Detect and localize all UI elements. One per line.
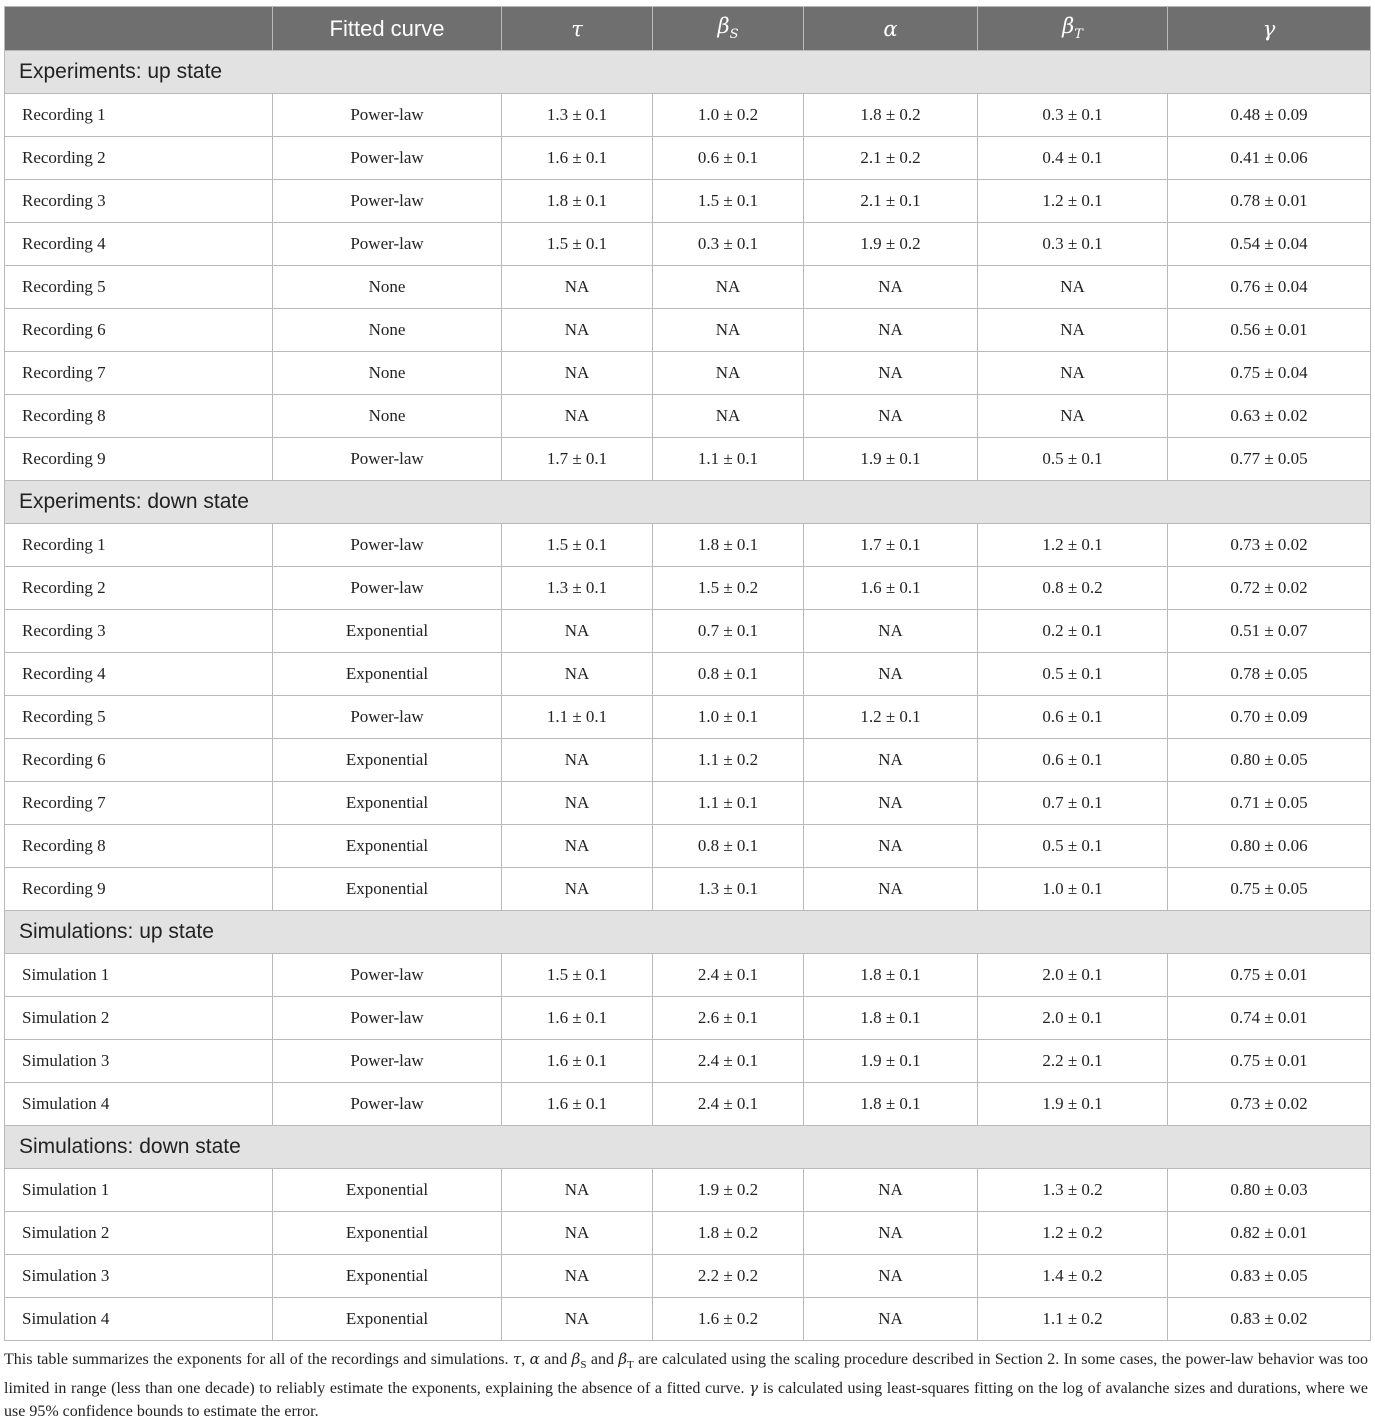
tau-cell: 1.1 ± 0.1 bbox=[502, 696, 653, 739]
fitted-curve-cell: Exponential bbox=[273, 1298, 502, 1341]
row-label: Recording 2 bbox=[5, 567, 273, 610]
beta-s-cell: 1.8 ± 0.2 bbox=[653, 1212, 804, 1255]
row-label: Simulation 4 bbox=[5, 1083, 273, 1126]
table-row bbox=[5, 868, 1371, 911]
row-label: Recording 3 bbox=[5, 610, 273, 653]
fitted-curve-cell: None bbox=[273, 266, 502, 309]
tau-cell: NA bbox=[502, 610, 653, 653]
fitted-curve-cell: Exponential bbox=[273, 610, 502, 653]
table-header bbox=[5, 7, 1371, 51]
tau-cell: 1.6 ± 0.1 bbox=[502, 1083, 653, 1126]
tau-cell: 1.5 ± 0.1 bbox=[502, 223, 653, 266]
beta-s-cell: NA bbox=[653, 352, 804, 395]
table-row bbox=[5, 1040, 1371, 1083]
gamma-cell: 0.72 ± 0.02 bbox=[1168, 567, 1371, 610]
gamma-cell: 0.77 ± 0.05 bbox=[1168, 438, 1371, 481]
table-row bbox=[5, 954, 1371, 997]
footnote-alpha: α bbox=[529, 1350, 540, 1368]
footnote-beta-s-subscript: S bbox=[580, 1359, 587, 1372]
beta-t-cell: 2.0 ± 0.1 bbox=[978, 954, 1168, 997]
beta-t-cell: 0.2 ± 0.1 bbox=[978, 610, 1168, 653]
row-label: Simulation 1 bbox=[5, 954, 273, 997]
table-row bbox=[5, 524, 1371, 567]
gamma-cell: 0.78 ± 0.01 bbox=[1168, 180, 1371, 223]
alpha-cell: 1.8 ± 0.2 bbox=[804, 94, 978, 137]
tau-cell: 1.5 ± 0.1 bbox=[502, 954, 653, 997]
row-label: Recording 9 bbox=[5, 438, 273, 481]
tau-cell: 1.8 ± 0.1 bbox=[502, 180, 653, 223]
header-beta-s-symbol: β bbox=[717, 14, 730, 39]
row-label: Simulation 2 bbox=[5, 997, 273, 1040]
beta-s-cell: 1.5 ± 0.2 bbox=[653, 567, 804, 610]
alpha-cell: 1.7 ± 0.1 bbox=[804, 524, 978, 567]
beta-t-cell: 0.7 ± 0.1 bbox=[978, 782, 1168, 825]
gamma-cell: 0.75 ± 0.04 bbox=[1168, 352, 1371, 395]
row-label: Recording 7 bbox=[5, 782, 273, 825]
tau-cell: NA bbox=[502, 1169, 653, 1212]
fitted-curve-cell: Exponential bbox=[273, 868, 502, 911]
fitted-curve-cell: Exponential bbox=[273, 1255, 502, 1298]
gamma-cell: 0.54 ± 0.04 bbox=[1168, 223, 1371, 266]
fitted-curve-cell: Power-law bbox=[273, 223, 502, 266]
beta-s-cell: 0.8 ± 0.1 bbox=[653, 653, 804, 696]
footnote-tau: τ bbox=[512, 1350, 522, 1368]
beta-s-cell: 1.9 ± 0.2 bbox=[653, 1169, 804, 1212]
alpha-cell: 2.1 ± 0.1 bbox=[804, 180, 978, 223]
alpha-cell: 2.1 ± 0.2 bbox=[804, 137, 978, 180]
footnote-gamma: γ bbox=[749, 1379, 759, 1398]
table-row bbox=[5, 309, 1371, 352]
beta-t-cell: 2.0 ± 0.1 bbox=[978, 997, 1168, 1040]
beta-t-cell: 0.6 ± 0.1 bbox=[978, 696, 1168, 739]
beta-s-cell: 0.7 ± 0.1 bbox=[653, 610, 804, 653]
table-row bbox=[5, 653, 1371, 696]
table-row bbox=[5, 1298, 1371, 1341]
row-label: Recording 4 bbox=[5, 653, 273, 696]
table-row bbox=[5, 696, 1371, 739]
gamma-cell: 0.76 ± 0.04 bbox=[1168, 266, 1371, 309]
beta-s-cell: 0.6 ± 0.1 bbox=[653, 137, 804, 180]
footnote-method: are calculated using the scaling procedure described in Section 2. In some cases, the power-law behavior was too limited in range (less than one decade) to reliably estimate the exponents, explaining the absence of a fitted curve. bbox=[4, 1351, 1369, 1398]
header-beta-t-subscript: T bbox=[1074, 27, 1083, 43]
table-row bbox=[5, 438, 1371, 481]
alpha-cell: NA bbox=[804, 1255, 978, 1298]
table-row bbox=[5, 782, 1371, 825]
row-label: Recording 8 bbox=[5, 825, 273, 868]
footnote-intro: This table summarizes the exponents for all of the recordings and simulations. bbox=[4, 1351, 509, 1368]
gamma-cell: 0.70 ± 0.09 bbox=[1168, 696, 1371, 739]
section-title: Simulations: down state bbox=[5, 1126, 1371, 1169]
table-row bbox=[5, 610, 1371, 653]
gamma-cell: 0.80 ± 0.05 bbox=[1168, 739, 1371, 782]
beta-s-cell: 1.0 ± 0.1 bbox=[653, 696, 804, 739]
section-row bbox=[5, 51, 1371, 94]
row-label: Simulation 3 bbox=[5, 1255, 273, 1298]
beta-s-cell: 0.3 ± 0.1 bbox=[653, 223, 804, 266]
beta-t-cell: 1.3 ± 0.2 bbox=[978, 1169, 1168, 1212]
tau-cell: NA bbox=[502, 309, 653, 352]
row-label: Recording 1 bbox=[5, 524, 273, 567]
beta-t-cell: NA bbox=[978, 266, 1168, 309]
gamma-cell: 0.80 ± 0.06 bbox=[1168, 825, 1371, 868]
beta-s-cell: 1.8 ± 0.1 bbox=[653, 524, 804, 567]
table-wrapper bbox=[4, 6, 1370, 1341]
beta-t-cell: 1.9 ± 0.1 bbox=[978, 1083, 1168, 1126]
beta-t-cell: NA bbox=[978, 395, 1168, 438]
fitted-curve-cell: Power-law bbox=[273, 438, 502, 481]
tau-cell: NA bbox=[502, 352, 653, 395]
section-title: Simulations: up state bbox=[5, 911, 1371, 954]
row-label: Recording 3 bbox=[5, 180, 273, 223]
beta-t-cell: 1.2 ± 0.1 bbox=[978, 524, 1168, 567]
beta-s-cell: 2.6 ± 0.1 bbox=[653, 997, 804, 1040]
tau-cell: NA bbox=[502, 266, 653, 309]
beta-s-cell: 1.1 ± 0.1 bbox=[653, 438, 804, 481]
gamma-cell: 0.51 ± 0.07 bbox=[1168, 610, 1371, 653]
footnote-and-2: and bbox=[590, 1351, 614, 1368]
beta-t-cell: 1.0 ± 0.1 bbox=[978, 868, 1168, 911]
table-row bbox=[5, 1212, 1371, 1255]
table-row bbox=[5, 997, 1371, 1040]
tau-cell: NA bbox=[502, 653, 653, 696]
gamma-cell: 0.80 ± 0.03 bbox=[1168, 1169, 1371, 1212]
fitted-curve-cell: Power-law bbox=[273, 137, 502, 180]
footnote-beta-t-subscript: T bbox=[627, 1359, 634, 1372]
fitted-curve-cell: Power-law bbox=[273, 997, 502, 1040]
section-row bbox=[5, 1126, 1371, 1169]
alpha-cell: NA bbox=[804, 739, 978, 782]
beta-s-cell: NA bbox=[653, 266, 804, 309]
beta-s-cell: 2.4 ± 0.1 bbox=[653, 1083, 804, 1126]
beta-s-cell: 1.1 ± 0.1 bbox=[653, 782, 804, 825]
tau-cell: NA bbox=[502, 739, 653, 782]
alpha-cell: NA bbox=[804, 309, 978, 352]
beta-t-cell: NA bbox=[978, 352, 1168, 395]
alpha-cell: NA bbox=[804, 266, 978, 309]
alpha-cell: NA bbox=[804, 653, 978, 696]
fitted-curve-cell: Exponential bbox=[273, 739, 502, 782]
footnote-gamma-method: is calculated using least-squares fitting on the log of avalanche sizes and durations, where we use 95% confidence bounds to estimate the error. bbox=[4, 1380, 1369, 1421]
fitted-curve-cell: Exponential bbox=[273, 1169, 502, 1212]
beta-s-cell: 2.2 ± 0.2 bbox=[653, 1255, 804, 1298]
gamma-cell: 0.83 ± 0.05 bbox=[1168, 1255, 1371, 1298]
gamma-cell: 0.82 ± 0.01 bbox=[1168, 1212, 1371, 1255]
gamma-cell: 0.75 ± 0.01 bbox=[1168, 954, 1371, 997]
tau-cell: NA bbox=[502, 868, 653, 911]
beta-s-cell: 0.8 ± 0.1 bbox=[653, 825, 804, 868]
row-label: Recording 6 bbox=[5, 309, 273, 352]
tau-cell: 1.3 ± 0.1 bbox=[502, 567, 653, 610]
fitted-curve-cell: Power-law bbox=[273, 1040, 502, 1083]
table-row bbox=[5, 395, 1371, 438]
gamma-cell: 0.41 ± 0.06 bbox=[1168, 137, 1371, 180]
fitted-curve-cell: Exponential bbox=[273, 653, 502, 696]
table-row bbox=[5, 266, 1371, 309]
row-label: Recording 5 bbox=[5, 696, 273, 739]
beta-t-cell: 0.4 ± 0.1 bbox=[978, 137, 1168, 180]
header-tau: τ bbox=[502, 7, 653, 51]
section-row bbox=[5, 481, 1371, 524]
table-row bbox=[5, 137, 1371, 180]
fitted-curve-cell: Power-law bbox=[273, 94, 502, 137]
tau-cell: 1.6 ± 0.1 bbox=[502, 997, 653, 1040]
table-row bbox=[5, 94, 1371, 137]
fitted-curve-cell: Power-law bbox=[273, 1083, 502, 1126]
beta-s-cell: 1.1 ± 0.2 bbox=[653, 739, 804, 782]
alpha-cell: NA bbox=[804, 610, 978, 653]
alpha-cell: 1.2 ± 0.1 bbox=[804, 696, 978, 739]
alpha-cell: NA bbox=[804, 1212, 978, 1255]
header-beta-t bbox=[978, 7, 1168, 51]
alpha-cell: 1.8 ± 0.1 bbox=[804, 1083, 978, 1126]
gamma-cell: 0.73 ± 0.02 bbox=[1168, 524, 1371, 567]
alpha-cell: NA bbox=[804, 352, 978, 395]
beta-t-cell: 0.3 ± 0.1 bbox=[978, 94, 1168, 137]
row-label: Simulation 4 bbox=[5, 1298, 273, 1341]
section-row bbox=[5, 911, 1371, 954]
fitted-curve-cell: Power-law bbox=[273, 696, 502, 739]
header-beta-t-symbol: β bbox=[1062, 14, 1075, 39]
gamma-cell: 0.75 ± 0.05 bbox=[1168, 868, 1371, 911]
beta-s-cell: 2.4 ± 0.1 bbox=[653, 1040, 804, 1083]
footnote-and-1: and bbox=[544, 1351, 568, 1368]
tau-cell: NA bbox=[502, 395, 653, 438]
fitted-curve-cell: Exponential bbox=[273, 1212, 502, 1255]
section-title: Experiments: down state bbox=[5, 481, 1371, 524]
gamma-cell: 0.56 ± 0.01 bbox=[1168, 309, 1371, 352]
fitted-curve-cell: None bbox=[273, 352, 502, 395]
header-beta-s bbox=[653, 7, 804, 51]
table-row bbox=[5, 1255, 1371, 1298]
alpha-cell: 1.8 ± 0.1 bbox=[804, 954, 978, 997]
beta-s-cell: NA bbox=[653, 309, 804, 352]
header-beta-s-subscript: S bbox=[729, 27, 739, 43]
alpha-cell: NA bbox=[804, 1298, 978, 1341]
tau-cell: NA bbox=[502, 1212, 653, 1255]
row-label: Recording 9 bbox=[5, 868, 273, 911]
table-row bbox=[5, 180, 1371, 223]
beta-s-cell: 1.6 ± 0.2 bbox=[653, 1298, 804, 1341]
beta-t-cell: 0.5 ± 0.1 bbox=[978, 653, 1168, 696]
table-footnote bbox=[4, 1348, 1368, 1423]
tau-cell: 1.5 ± 0.1 bbox=[502, 524, 653, 567]
beta-t-cell: 0.8 ± 0.2 bbox=[978, 567, 1168, 610]
tau-cell: NA bbox=[502, 825, 653, 868]
alpha-cell: NA bbox=[804, 395, 978, 438]
footnote-beta-t: β bbox=[618, 1350, 628, 1368]
beta-t-cell: 1.2 ± 0.2 bbox=[978, 1212, 1168, 1255]
tau-cell: 1.6 ± 0.1 bbox=[502, 1040, 653, 1083]
table-row bbox=[5, 352, 1371, 395]
exponents-table bbox=[4, 6, 1371, 1341]
tau-cell: NA bbox=[502, 1255, 653, 1298]
row-label: Recording 7 bbox=[5, 352, 273, 395]
table-row bbox=[5, 1083, 1371, 1126]
beta-t-cell: NA bbox=[978, 309, 1168, 352]
fitted-curve-cell: Power-law bbox=[273, 954, 502, 997]
row-label: Simulation 3 bbox=[5, 1040, 273, 1083]
gamma-cell: 0.75 ± 0.01 bbox=[1168, 1040, 1371, 1083]
fitted-curve-cell: None bbox=[273, 309, 502, 352]
beta-s-cell: NA bbox=[653, 395, 804, 438]
beta-t-cell: 0.6 ± 0.1 bbox=[978, 739, 1168, 782]
beta-t-cell: 1.2 ± 0.1 bbox=[978, 180, 1168, 223]
fitted-curve-cell: Exponential bbox=[273, 782, 502, 825]
tau-cell: NA bbox=[502, 782, 653, 825]
header-fitted-curve: Fitted curve bbox=[273, 7, 502, 51]
header-alpha: α bbox=[804, 7, 978, 51]
row-label: Recording 4 bbox=[5, 223, 273, 266]
alpha-cell: NA bbox=[804, 782, 978, 825]
table-row bbox=[5, 567, 1371, 610]
fitted-curve-cell: Power-law bbox=[273, 567, 502, 610]
beta-s-cell: 2.4 ± 0.1 bbox=[653, 954, 804, 997]
beta-t-cell: 0.3 ± 0.1 bbox=[978, 223, 1168, 266]
beta-t-cell: 1.1 ± 0.2 bbox=[978, 1298, 1168, 1341]
beta-s-cell: 1.3 ± 0.1 bbox=[653, 868, 804, 911]
fitted-curve-cell: Power-law bbox=[273, 524, 502, 567]
beta-t-cell: 2.2 ± 0.1 bbox=[978, 1040, 1168, 1083]
alpha-cell: 1.6 ± 0.1 bbox=[804, 567, 978, 610]
beta-t-cell: 0.5 ± 0.1 bbox=[978, 438, 1168, 481]
gamma-cell: 0.71 ± 0.05 bbox=[1168, 782, 1371, 825]
fitted-curve-cell: Exponential bbox=[273, 825, 502, 868]
alpha-cell: 1.8 ± 0.1 bbox=[804, 997, 978, 1040]
fitted-curve-cell: None bbox=[273, 395, 502, 438]
gamma-cell: 0.74 ± 0.01 bbox=[1168, 997, 1371, 1040]
gamma-cell: 0.48 ± 0.09 bbox=[1168, 94, 1371, 137]
beta-s-cell: 1.5 ± 0.1 bbox=[653, 180, 804, 223]
table-body bbox=[5, 51, 1371, 1341]
table-row bbox=[5, 825, 1371, 868]
alpha-cell: 1.9 ± 0.1 bbox=[804, 1040, 978, 1083]
gamma-cell: 0.83 ± 0.02 bbox=[1168, 1298, 1371, 1341]
alpha-cell: NA bbox=[804, 1169, 978, 1212]
beta-t-cell: 1.4 ± 0.2 bbox=[978, 1255, 1168, 1298]
alpha-cell: 1.9 ± 0.2 bbox=[804, 223, 978, 266]
tau-cell: 1.3 ± 0.1 bbox=[502, 94, 653, 137]
beta-s-cell: 1.0 ± 0.2 bbox=[653, 94, 804, 137]
footnote-comma: , bbox=[521, 1351, 526, 1368]
header-row bbox=[5, 7, 1371, 51]
row-label: Simulation 1 bbox=[5, 1169, 273, 1212]
tau-cell: NA bbox=[502, 1298, 653, 1341]
tau-cell: 1.6 ± 0.1 bbox=[502, 137, 653, 180]
section-title: Experiments: up state bbox=[5, 51, 1371, 94]
row-label: Simulation 2 bbox=[5, 1212, 273, 1255]
gamma-cell: 0.73 ± 0.02 bbox=[1168, 1083, 1371, 1126]
row-label: Recording 1 bbox=[5, 94, 273, 137]
header-blank bbox=[5, 7, 273, 51]
fitted-curve-cell: Power-law bbox=[273, 180, 502, 223]
table-row bbox=[5, 739, 1371, 782]
header-gamma: γ bbox=[1168, 7, 1371, 51]
row-label: Recording 2 bbox=[5, 137, 273, 180]
row-label: Recording 6 bbox=[5, 739, 273, 782]
alpha-cell: 1.9 ± 0.1 bbox=[804, 438, 978, 481]
footnote-beta-s: β bbox=[571, 1350, 581, 1368]
alpha-cell: NA bbox=[804, 825, 978, 868]
alpha-cell: NA bbox=[804, 868, 978, 911]
table-row bbox=[5, 1169, 1371, 1212]
table-row bbox=[5, 223, 1371, 266]
tau-cell: 1.7 ± 0.1 bbox=[502, 438, 653, 481]
beta-t-cell: 0.5 ± 0.1 bbox=[978, 825, 1168, 868]
row-label: Recording 5 bbox=[5, 266, 273, 309]
gamma-cell: 0.63 ± 0.02 bbox=[1168, 395, 1371, 438]
row-label: Recording 8 bbox=[5, 395, 273, 438]
gamma-cell: 0.78 ± 0.05 bbox=[1168, 653, 1371, 696]
